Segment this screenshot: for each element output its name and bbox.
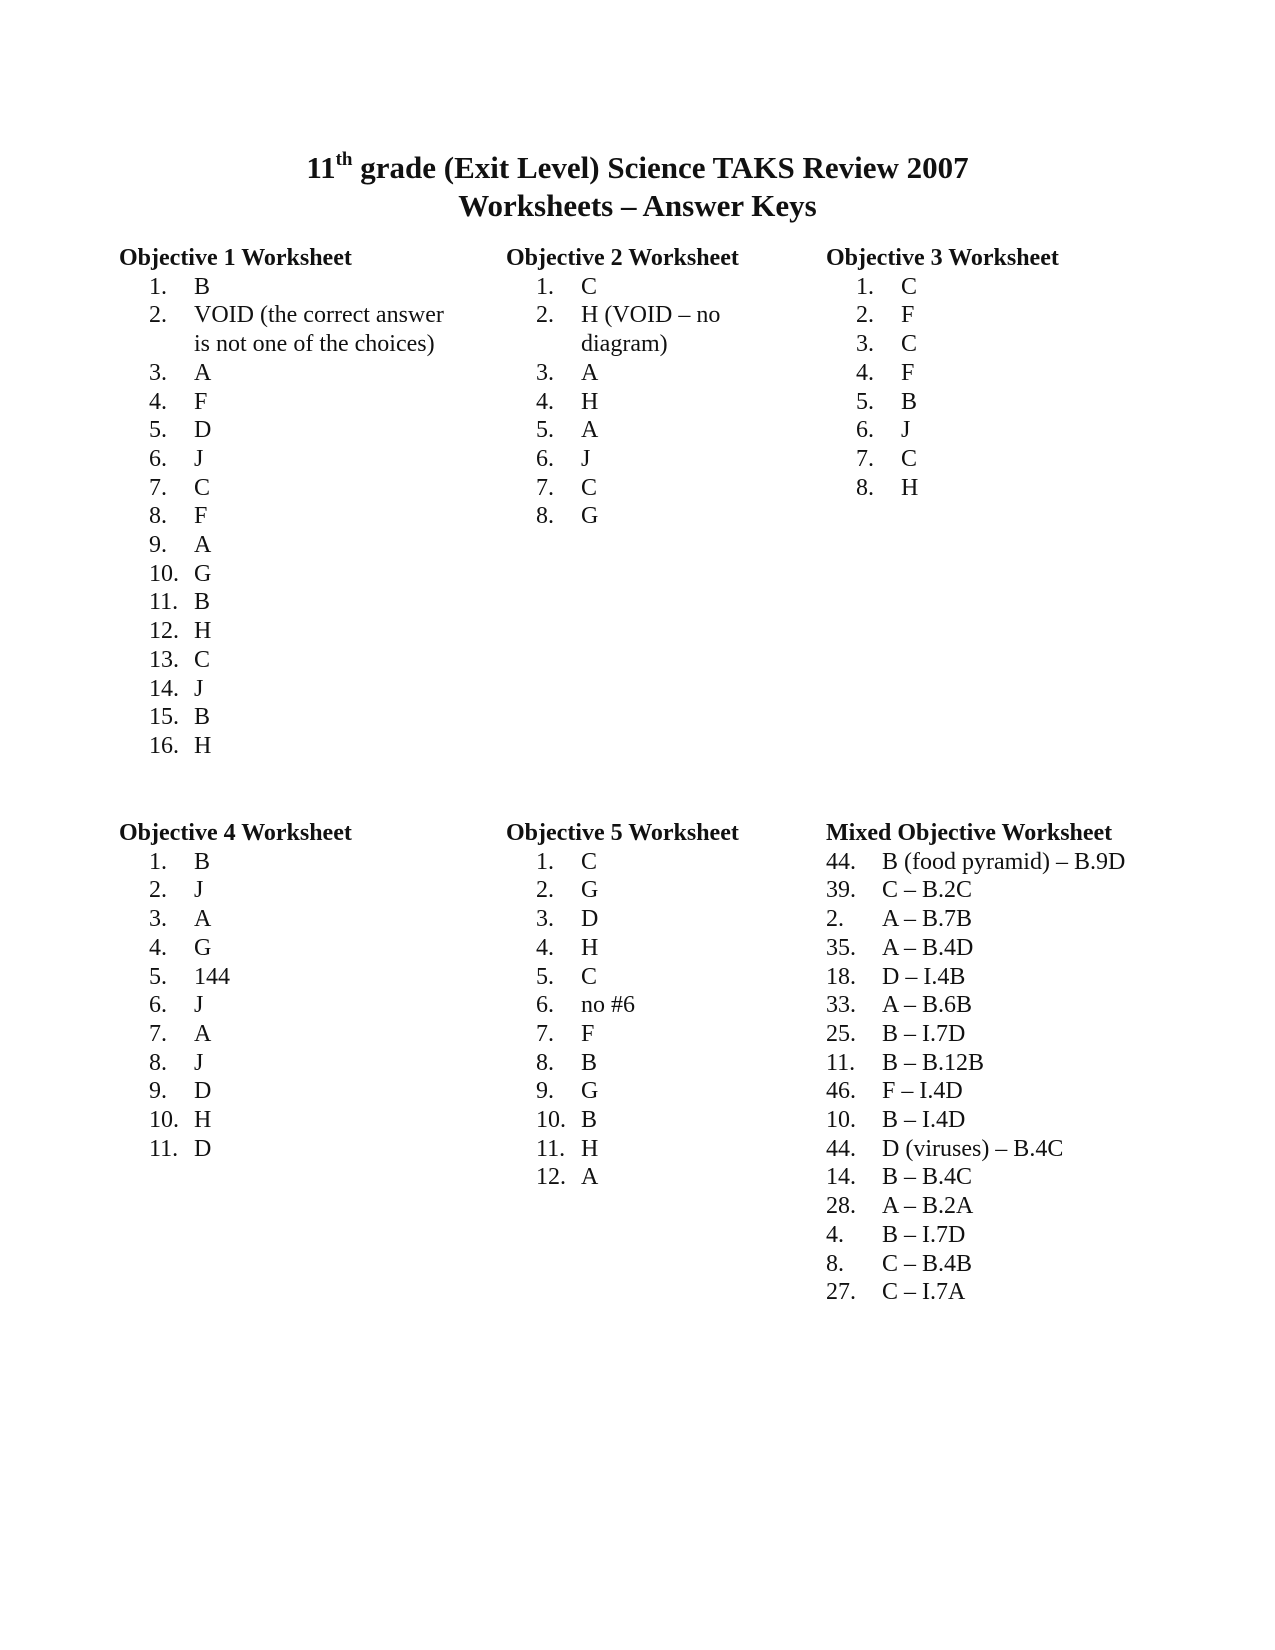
answer-value: C xyxy=(581,963,598,990)
answer-item xyxy=(119,1077,394,1106)
objective-4-section xyxy=(119,819,394,1163)
answer-number: 16. xyxy=(149,732,179,759)
answer-item xyxy=(119,560,454,589)
answer-number: 8. xyxy=(149,503,167,530)
section-heading: Objective 2 Worksheet xyxy=(506,245,739,271)
answer-item xyxy=(119,301,454,358)
answer-value: J xyxy=(194,1049,204,1076)
section-heading: Objective 4 Worksheet xyxy=(119,820,352,846)
answer-value: C xyxy=(901,273,918,300)
answer-item xyxy=(119,703,454,732)
answer-number: 28. xyxy=(826,1193,856,1220)
document-title-line1 xyxy=(0,149,1275,187)
answer-number: 1. xyxy=(149,848,167,875)
answer-item xyxy=(506,876,781,905)
answer-number: 11. xyxy=(826,1049,856,1076)
answer-item xyxy=(826,1250,1125,1279)
answer-number: 4. xyxy=(149,388,167,415)
answer-list xyxy=(119,848,394,1164)
answer-item xyxy=(826,1221,1125,1250)
objective-5-section xyxy=(506,819,781,1192)
answer-value: A xyxy=(194,359,212,386)
answer-value: A – B.7B xyxy=(882,906,973,933)
document-title-line2: Worksheets – Answer Keys xyxy=(458,188,817,223)
answer-item xyxy=(826,1163,1125,1192)
answer-item xyxy=(826,416,1101,445)
answer-value: B – I.7D xyxy=(882,1020,966,1047)
answer-number: 7. xyxy=(149,1020,167,1047)
answer-item xyxy=(119,359,454,388)
answer-item xyxy=(119,848,394,877)
answer-item xyxy=(119,675,454,704)
title-superscript: th xyxy=(335,149,353,170)
answer-number: 10. xyxy=(536,1107,566,1134)
answer-number: 18. xyxy=(826,963,856,990)
answer-value: G xyxy=(194,560,212,587)
answer-item xyxy=(506,963,781,992)
answer-number: 9. xyxy=(149,1078,167,1105)
answer-value: J xyxy=(581,445,591,472)
answer-value: B – I.4D xyxy=(882,1107,966,1134)
answer-number: 3. xyxy=(856,331,874,358)
answer-value: F xyxy=(194,503,208,530)
answer-number: 12. xyxy=(149,618,179,645)
answer-number: 6. xyxy=(536,992,554,1019)
section-heading: Objective 1 Worksheet xyxy=(119,245,352,271)
answer-number: 4. xyxy=(536,388,554,415)
answer-number: 3. xyxy=(149,906,167,933)
answer-item xyxy=(119,991,394,1020)
answer-value: no #6 xyxy=(581,992,635,1019)
answer-item xyxy=(506,359,741,388)
answer-value: J xyxy=(901,417,911,444)
answer-item xyxy=(826,1192,1125,1221)
answer-number: 6. xyxy=(149,992,167,1019)
answer-value: B xyxy=(581,1107,598,1134)
answer-item xyxy=(826,1278,1125,1307)
answer-value: A – B.2A xyxy=(882,1193,974,1220)
answer-value: B – B.4C xyxy=(882,1164,973,1191)
answer-item xyxy=(826,273,1101,302)
answer-item xyxy=(506,502,741,531)
answer-number: 3. xyxy=(536,359,554,386)
answer-value: J xyxy=(194,992,204,1019)
section-heading: Mixed Objective Worksheet xyxy=(826,820,1113,846)
answer-value: C – I.7A xyxy=(882,1279,966,1306)
answer-number: 44. xyxy=(826,1135,856,1162)
objective-1-section xyxy=(119,244,454,761)
answer-number: 8. xyxy=(536,503,554,530)
answer-value: C xyxy=(581,474,598,501)
answer-item xyxy=(506,474,741,503)
answer-value: A xyxy=(581,417,599,444)
answer-value: C – B.2C xyxy=(882,877,973,904)
answer-value: G xyxy=(194,934,212,961)
answer-value: A xyxy=(194,1020,212,1047)
answer-number: 8. xyxy=(856,474,874,501)
answer-item xyxy=(119,445,454,474)
answer-value: H xyxy=(581,1135,599,1162)
answer-number: 1. xyxy=(856,273,874,300)
answer-number: 10. xyxy=(149,560,179,587)
answer-item xyxy=(119,1049,394,1078)
objective-2-section xyxy=(506,244,741,531)
answer-value: C – B.4B xyxy=(882,1250,973,1277)
answer-item xyxy=(119,876,394,905)
answer-item xyxy=(826,301,1101,330)
answer-list xyxy=(506,273,741,531)
answer-value: A – B.6B xyxy=(882,992,973,1019)
objective-3-section xyxy=(826,244,1101,502)
answer-item xyxy=(119,963,394,992)
answer-item xyxy=(506,445,741,474)
answer-item xyxy=(119,905,394,934)
answer-item xyxy=(826,359,1101,388)
answer-item xyxy=(506,934,781,963)
answer-number: 4. xyxy=(149,934,167,961)
answer-item xyxy=(826,905,1125,934)
answer-number: 7. xyxy=(149,474,167,501)
answer-item xyxy=(826,991,1125,1020)
answer-value: B (food pyramid) – B.9D xyxy=(882,848,1126,875)
answer-item xyxy=(506,273,741,302)
answer-list xyxy=(119,273,454,761)
answer-item xyxy=(506,388,741,417)
answer-value: D xyxy=(581,906,599,933)
answer-number: 5. xyxy=(856,388,874,415)
answer-value: F xyxy=(901,359,915,386)
answer-number: 4. xyxy=(826,1221,844,1248)
answer-number: 7. xyxy=(856,445,874,472)
answer-value: C xyxy=(194,474,211,501)
answer-number: 2. xyxy=(149,877,167,904)
answer-value: H xyxy=(901,474,919,501)
answer-item xyxy=(826,963,1125,992)
answer-number: 2. xyxy=(149,302,167,329)
answer-number: 10. xyxy=(149,1107,179,1134)
answer-item xyxy=(506,1077,781,1106)
answer-number: 46. xyxy=(826,1078,856,1105)
answer-item xyxy=(506,416,741,445)
answer-item xyxy=(506,1049,781,1078)
answer-item xyxy=(826,474,1101,503)
answer-item xyxy=(826,876,1125,905)
answer-value: F xyxy=(581,1020,595,1047)
answer-number: 5. xyxy=(149,963,167,990)
answer-number: 9. xyxy=(149,532,167,559)
answer-number: 3. xyxy=(149,359,167,386)
answer-value: B xyxy=(581,1049,598,1076)
answer-item xyxy=(826,848,1125,877)
answer-number: 5. xyxy=(536,417,554,444)
answer-number: 11. xyxy=(536,1135,566,1162)
answer-item xyxy=(119,588,454,617)
answer-list xyxy=(826,273,1101,503)
answer-number: 4. xyxy=(856,359,874,386)
answer-value: B xyxy=(194,589,211,616)
answer-item xyxy=(506,301,741,358)
answer-value: J xyxy=(194,675,204,702)
answer-number: 3. xyxy=(536,906,554,933)
answer-item xyxy=(119,388,454,417)
answer-item xyxy=(826,388,1101,417)
answer-value: C xyxy=(581,848,598,875)
answer-number: 39. xyxy=(826,877,856,904)
answer-value: B – B.12B xyxy=(882,1049,985,1076)
answer-item xyxy=(826,445,1101,474)
answer-item xyxy=(826,1020,1125,1049)
answer-item xyxy=(506,991,781,1020)
answer-number: 8. xyxy=(536,1049,554,1076)
section-heading: Objective 3 Worksheet xyxy=(826,245,1059,271)
answer-value: D xyxy=(194,417,212,444)
answer-value: B xyxy=(194,273,211,300)
answer-value: C xyxy=(581,273,598,300)
answer-number: 7. xyxy=(536,1020,554,1047)
answer-number: 9. xyxy=(536,1078,554,1105)
answer-value: F xyxy=(194,388,208,415)
answer-number: 5. xyxy=(149,417,167,444)
answer-item xyxy=(506,848,781,877)
answer-value: B xyxy=(194,848,211,875)
mixed-objective-section xyxy=(826,819,1125,1307)
answer-number: 1. xyxy=(536,273,554,300)
answer-value: G xyxy=(581,503,599,530)
answer-value: B xyxy=(194,704,211,731)
answer-item xyxy=(119,273,454,302)
answer-number: 6. xyxy=(149,445,167,472)
answer-value: H xyxy=(581,388,599,415)
answer-number: 8. xyxy=(149,1049,167,1076)
answer-item xyxy=(826,934,1125,963)
answer-number: 11. xyxy=(149,1135,179,1162)
answer-list xyxy=(506,848,781,1192)
answer-item xyxy=(119,474,454,503)
answer-number: 10. xyxy=(826,1107,856,1134)
answer-item xyxy=(119,617,454,646)
answer-value: H (VOID – no diagram) xyxy=(581,302,721,358)
answer-value: G xyxy=(581,877,599,904)
answer-item xyxy=(119,416,454,445)
answer-value: VOID (the correct answer is not one of the choices) xyxy=(194,302,444,358)
answer-number: 4. xyxy=(536,934,554,961)
answer-item xyxy=(119,1106,394,1135)
answer-number: 14. xyxy=(826,1164,856,1191)
answer-value: H xyxy=(194,1107,212,1134)
answer-value: F xyxy=(901,302,915,329)
answer-number: 7. xyxy=(536,474,554,501)
answer-number: 1. xyxy=(536,848,554,875)
answer-number: 44. xyxy=(826,848,856,875)
answer-value: J xyxy=(194,877,204,904)
answer-number: 5. xyxy=(536,963,554,990)
answer-number: 2. xyxy=(826,906,844,933)
answer-item xyxy=(506,1106,781,1135)
answer-number: 2. xyxy=(856,302,874,329)
answer-value: H xyxy=(194,618,212,645)
answer-item xyxy=(826,330,1101,359)
answer-number: 25. xyxy=(826,1020,856,1047)
answer-number: 2. xyxy=(536,302,554,329)
answer-value: A xyxy=(581,1164,599,1191)
answer-number: 6. xyxy=(536,445,554,472)
answer-value: A xyxy=(194,532,212,559)
answer-number: 2. xyxy=(536,877,554,904)
answer-value: 144 xyxy=(194,963,230,990)
answer-item xyxy=(119,531,454,560)
title-grade: 11 xyxy=(306,150,336,185)
answer-number: 8. xyxy=(826,1250,844,1277)
answer-value: C xyxy=(901,331,918,358)
answer-value: G xyxy=(581,1078,599,1105)
answer-item xyxy=(119,1020,394,1049)
answer-value: J xyxy=(194,445,204,472)
answer-value: D xyxy=(194,1078,212,1105)
answer-value: A xyxy=(581,359,599,386)
answer-item xyxy=(119,502,454,531)
answer-value: C xyxy=(194,646,211,673)
answer-value: H xyxy=(194,732,212,759)
answer-item xyxy=(506,1135,781,1164)
answer-item xyxy=(506,905,781,934)
answer-item xyxy=(826,1135,1125,1164)
answer-value: F – I.4D xyxy=(882,1078,963,1105)
answer-number: 6. xyxy=(856,417,874,444)
answer-number: 27. xyxy=(826,1279,856,1306)
answer-item xyxy=(826,1049,1125,1078)
answer-number: 15. xyxy=(149,704,179,731)
answer-number: 12. xyxy=(536,1164,566,1191)
answer-item xyxy=(826,1077,1125,1106)
answer-value: C xyxy=(901,445,918,472)
answer-value: A xyxy=(194,906,212,933)
answer-item xyxy=(506,1163,781,1192)
answer-number: 13. xyxy=(149,646,179,673)
answer-item xyxy=(119,1135,394,1164)
answer-value: D xyxy=(194,1135,212,1162)
title-rest: grade (Exit Level) Science TAKS Review 2007 xyxy=(352,150,969,185)
answer-item xyxy=(506,1020,781,1049)
answer-item xyxy=(119,732,454,761)
answer-item xyxy=(119,646,454,675)
answer-value: D (viruses) – B.4C xyxy=(882,1135,1064,1162)
answer-value: B – I.7D xyxy=(882,1221,966,1248)
answer-value: D – I.4B xyxy=(882,963,966,990)
section-heading: Objective 5 Worksheet xyxy=(506,820,739,846)
answer-number: 1. xyxy=(149,273,167,300)
answer-number: 11. xyxy=(149,589,179,616)
answer-value: A – B.4D xyxy=(882,934,974,961)
answer-item xyxy=(826,1106,1125,1135)
answer-value: B xyxy=(901,388,918,415)
answer-number: 35. xyxy=(826,934,856,961)
answer-list xyxy=(826,848,1125,1307)
answer-number: 33. xyxy=(826,992,856,1019)
answer-value: H xyxy=(581,934,599,961)
answer-item xyxy=(119,934,394,963)
answer-number: 14. xyxy=(149,675,179,702)
